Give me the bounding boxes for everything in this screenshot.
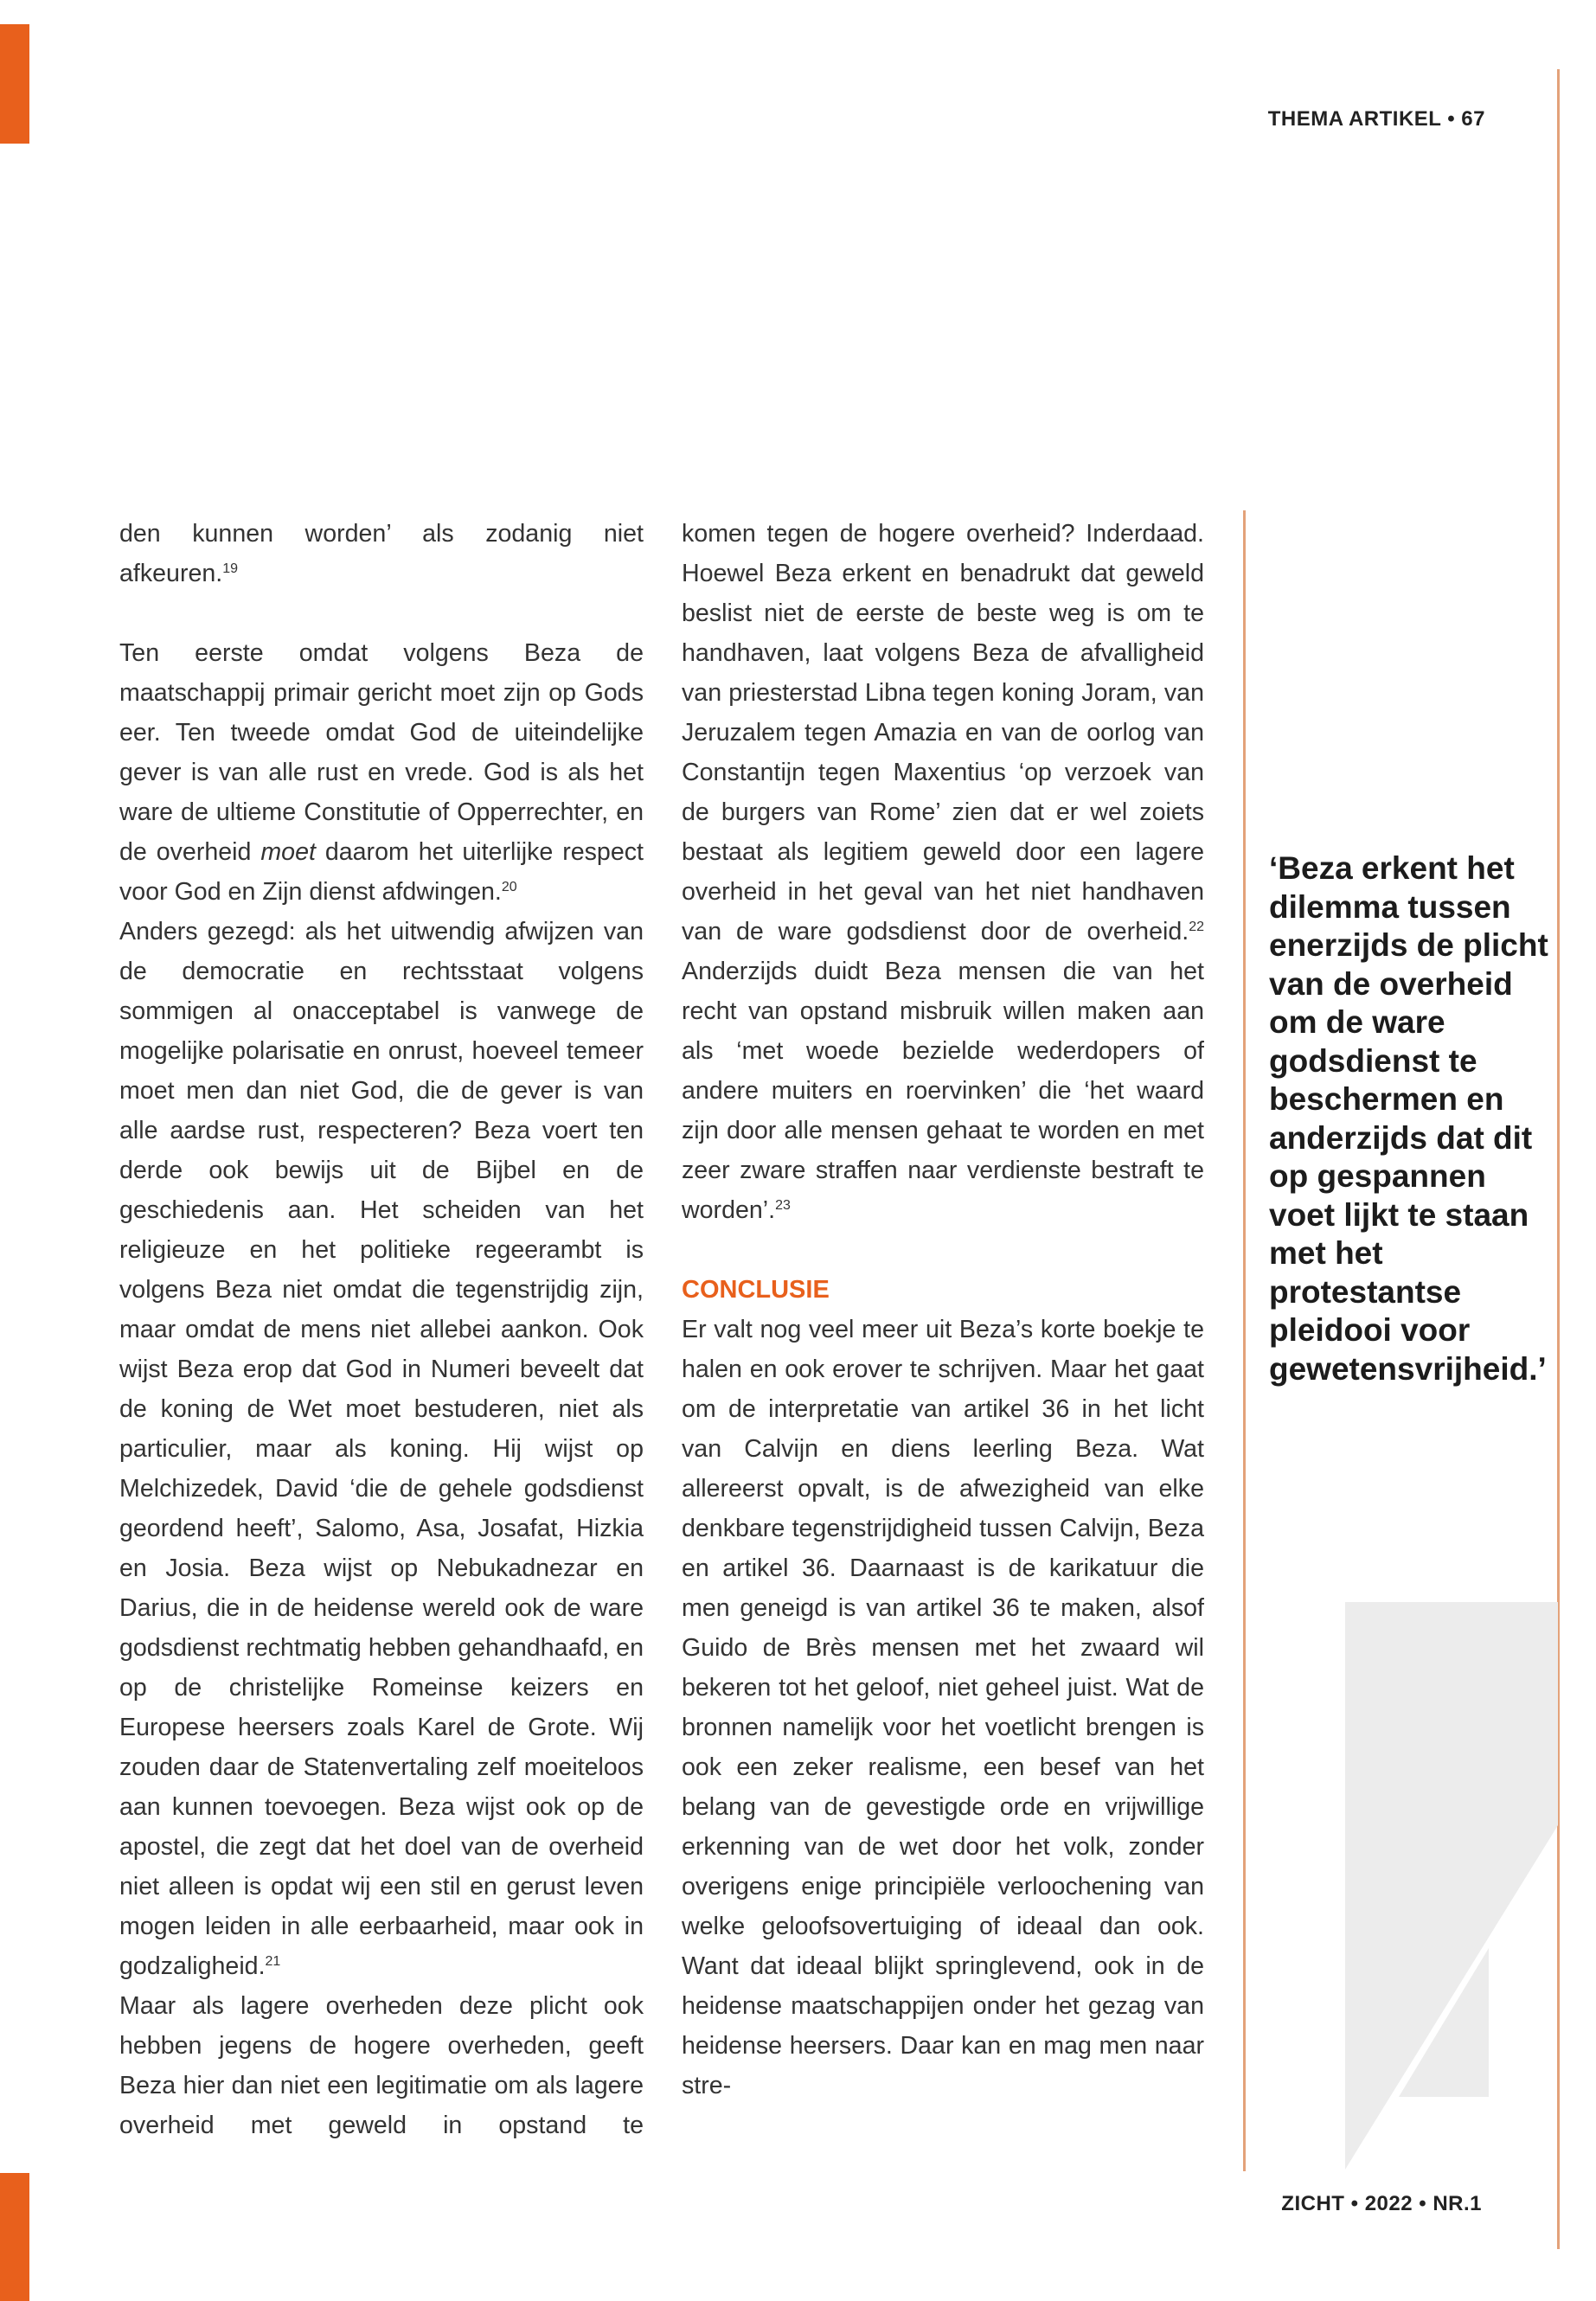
paragraph: Maar als lagere overheden deze plicht ook hebben jegens de hogere overheden, geeft Beza hier dan niet een legitimatie om als lagere overheid met geweld in opstand te (119, 1992, 644, 2139)
paragraph: Anders gezegd: als het uitwendig afwijzen van de democratie en rechtsstaat volgens sommigen al onacceptabel is vanwege de mogelijke polarisatie en onrust, hoeveel temeer moet men dan niet God, die de gever is van alle aardse rust, respecteren? Beza voert ten derde ook bewijs uit de Bijbel en de geschiedenis aan. Het scheiden van het religieuze en het politieke regeerambt is volgens Beza niet omdat die tegenstrijdig zijn, maar omdat de mens niet allebei aankon. Ook wijst Beza erop dat God in Numeri beveelt dat de koning de Wet moet bestuderen, niet als particulier, maar als koning. Hij wijst op Melchizedek, David ‘die de gehele godsdienst geordend heeft’, Salomo, Asa, Josafat, Hizkia en Josia. Beza wijst op Nebukadnezar en Darius, die in de heidense wereld ook de ware godsdienst rechtmatig hebben gehandhaafd, en op de christelijke Romeinse keizers en Europese heersers zoals Karel de Grote. Wij zouden daar de Statenvertaling zelf moeiteloos aan kunnen toevoegen. Beza wijst ook op de apostel, die zegt dat het doel van de overheid niet alleen is opdat wij een stil en gerust leven mogen leiden in alle eerbaarheid, maar ook in godzaligheid.$^{21}$ (119, 918, 644, 1980)
footnote-ref: 20 (501, 880, 517, 894)
paragraph: den kunnen worden’ als zodanig niet afkeuren.$^{19}$ (119, 520, 644, 587)
emphasis: moet (260, 838, 316, 866)
footnote-ref: 21 (265, 1954, 281, 1969)
running-footer: ZICHT • 2022 • NR.1 (1281, 2192, 1482, 2215)
text-column-1 (119, 514, 644, 2145)
footnote-ref: 23 (775, 1198, 791, 1213)
accent-bar-bottom (0, 2173, 29, 2301)
text-column-2 (682, 514, 1204, 2106)
page-number: 67 (1461, 107, 1485, 131)
footnote-ref: 19 (222, 561, 239, 576)
paragraph: Ten eerste omdat volgens Beza de maatschappij primair gericht moet zijn op Gods eer. Ten tweede omdat God de uiteindelijke gever is van alle rust en vrede. God is als het ware de ultieme Constitutie of Opperrechter, en de overheid moet daarom het uiterlijke respect voor God en Zijn dienst afdwingen.$^{20}$ (119, 639, 644, 906)
column-divider-rule (1243, 510, 1246, 2171)
paragraph: komen tegen de hogere overheid? Inderdaad. Hoewel Beza erkent en benadrukt dat geweld beslist niet de eerste de beste weg is om te handhaven, laat volgens Beza de afvalligheid van priesterstad Libna tegen koning Joram, van Jeruzalem tegen Amazia en van de oorlog van Constantijn tegen Maxentius ‘op verzoek van de burgers van Rome’ zien dat er wel zoiets bestaat als legitiem geweld door een lagere overheid in het geval van het niet handhaven van de ware godsdienst door de overheid.$^{22}$ Anderzijds duidt Beza mensen die van het recht van opstand misbruik willen maken aan als ‘met woede bezielde wederdopers of andere muiters en roervinken’ die ‘het waard zijn door alle mensen gehaat te worden en met zeer zware straffen naar verdienste bestraft te worden’.$^{23}$ (682, 520, 1204, 1224)
pull-quote: ‘Beza erkent het dilemma tussen enerzijds de plicht van de overheid om de ware godsdienst te beschermen en anderzijds dat dit op gespannen voet lijkt te staan met het protestantse pleidooi voor gewetensvrijheid.’ (1269, 850, 1548, 1387)
running-header (1268, 107, 1485, 131)
section-title: THEMA ARTIKEL (1267, 107, 1442, 131)
decorative-number-graphic (1345, 1602, 1558, 2170)
paragraph: Er valt nog veel meer uit Beza’s korte boekje te halen en ook erover te schrijven. Maar het gaat om de interpretatie van artikel 36 in het licht van Calvijn en diens leerling Beza. Wat allereerst opvalt, is de afwezigheid van elke denkbare tegenstrijdigheid tussen Calvijn, Beza en artikel 36. Daarnaast is de karikatuur die men geneigd is van artikel 36 te maken, alsof Guido de Brès mensen met het zwaard wil bekeren tot het geloof, niet geheel juist. Wat de bronnen namelijk voor het voetlicht brengen is ook een zeker realisme, een besef van het belang van de gevestigde orde en vrijwillige erkenning van de wet door het volk, zonder overigens enige principiële verloochening van welke geloofsovertuiging of ideaal dan ook. Want dat ideaal blijkt springlevend, ook in de heidense maatschappijen onder het gezag van heidense heersers. Daar kan en mag men naar stre- (682, 1316, 1204, 2099)
section-heading: CONCLUSIE (682, 1276, 830, 1304)
decorative-shape (1345, 1602, 1558, 2170)
accent-bar-top (0, 24, 29, 144)
footnote-ref: 22 (1189, 920, 1204, 934)
header-separator: • (1447, 107, 1456, 131)
